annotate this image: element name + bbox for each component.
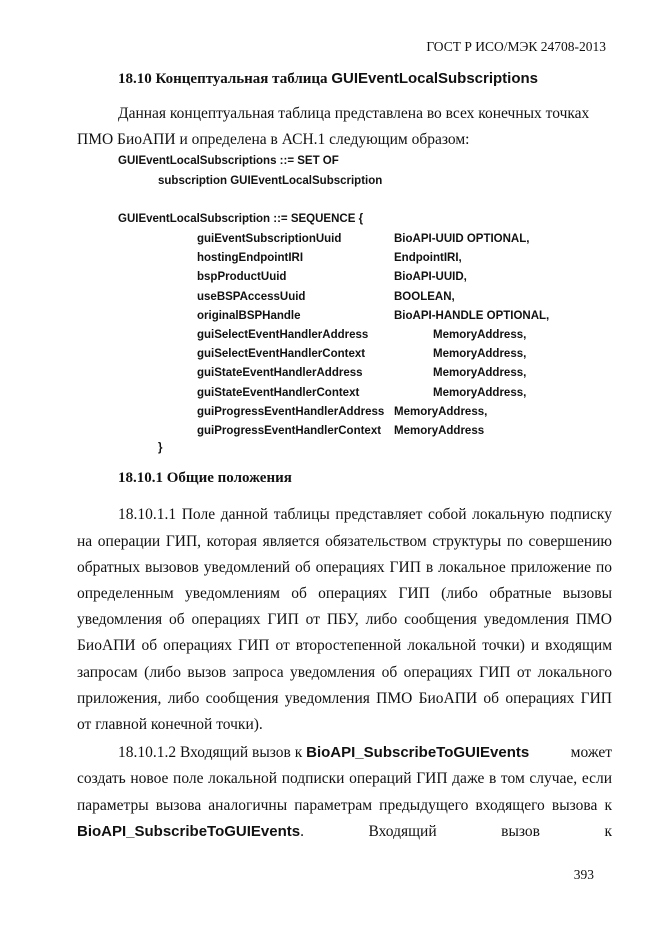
- para1-line-5: уведомления об операциях ГИП от ПБУ, либо сообщения уведомления ПМО: [77, 611, 612, 628]
- section-heading-text: 18.10 Концептуальная таблица: [118, 71, 332, 87]
- asn-field-row: [0, 291, 662, 310]
- asn-field-type: MemoryAddress,: [433, 329, 527, 341]
- subsection-heading: 18.10.1 Общие положения: [118, 470, 292, 486]
- function-name-code: BioAPI_SubscribeToGUIEvents: [306, 744, 530, 761]
- asn-field-row: [0, 406, 662, 425]
- asn-field-name: guiSelectEventHandlerContext: [197, 348, 366, 361]
- para2-line-2: создать новое поле локальной подписки операций ГИП даже в том случае, если: [77, 770, 612, 787]
- para2-line-1-end: может: [570, 744, 612, 761]
- asn-field-name: guiStateEventHandlerContext: [197, 386, 360, 399]
- asn-field-name: hostingEndpointIRI: [197, 252, 304, 265]
- section-heading: [118, 70, 538, 88]
- para2-line-1-text: 18.10.1.2 Входящий вызов к BioAPI_SubscribeToGUIEvents: [118, 744, 530, 761]
- para2-line-1: [118, 740, 612, 766]
- asn-field-row: [0, 233, 662, 252]
- asn-field-type: MemoryAddress,: [433, 348, 527, 361]
- asn-field-name: bspProductUuid: [197, 271, 287, 284]
- para1-line-1: 18.10.1.1 Поле данной таблицы представляет собой локальную подписку: [118, 506, 612, 523]
- para1-last-line: от главной конечной точки).: [77, 716, 263, 733]
- asn-field-row: [0, 329, 662, 348]
- para2-word-call: вызов: [501, 823, 540, 840]
- asn-sequence-declaration: GUIEventLocalSubscription ::= SEQUENCE {: [118, 213, 364, 225]
- para2-word-to: к: [604, 823, 612, 840]
- asn-field-name: guiSelectEventHandlerAddress: [197, 329, 369, 341]
- para2-line-4-code: BioAPI_SubscribeToGUIEvents.: [77, 823, 304, 840]
- para1-line-2: на операции ГИП, которая является обязательством структуры по совершению: [77, 533, 612, 550]
- intro-line-2: ПМО БиоАПИ и определена в АСН.1 следующим образом:: [77, 131, 470, 148]
- intro-line-1: Данная концептуальная таблица представлена во всех конечных точках: [118, 105, 590, 122]
- asn-field-type: BioAPI-UUID OPTIONAL,: [394, 233, 530, 245]
- section-heading-code: GUIEventLocalSubscriptions: [331, 70, 539, 87]
- para1-line-7: запросам (либо вызов запроса уведомления об операциях ГИП от локального: [77, 664, 612, 681]
- asn-field-name: guiProgressEventHandlerContext: [197, 425, 382, 437]
- para1-line-6: БиоАПИ об операциях ГИП от второстепенной локальной точки) и входящим: [77, 637, 612, 654]
- para1-line-4: определенным уведомлениям об операциях ГИП (либо обратные вызовы: [77, 585, 612, 602]
- asn-field-row: [0, 387, 662, 406]
- asn-field-name: useBSPAccessUuid: [197, 290, 306, 303]
- para2-word-incoming: Входящий: [368, 823, 437, 840]
- asn-field-name: originalBSPHandle: [197, 309, 301, 322]
- asn-field-row: [0, 425, 662, 444]
- document-header: ГОСТ Р ИСО/МЭК 24708-2013: [426, 39, 606, 54]
- asn-field-name: guiEventSubscriptionUuid: [197, 233, 342, 245]
- asn-field-type: MemoryAddress,: [433, 386, 527, 399]
- asn-field-type: MemoryAddress,: [433, 367, 527, 380]
- para1-line-8: приложения, либо сообщения уведомления ПМО БиоАПИ об операциях ГИП: [77, 690, 612, 707]
- asn-field-type: MemoryAddress: [394, 425, 485, 437]
- asn-field-row: [0, 348, 662, 367]
- asn-field-type: MemoryAddress,: [394, 405, 488, 418]
- asn-field-row: [0, 310, 662, 329]
- asn-field-name: guiStateEventHandlerAddress: [197, 367, 363, 380]
- para2-line-4: [77, 819, 612, 845]
- asn-field-type: EndpointIRI,: [394, 252, 462, 265]
- asn-set-item: subscription GUIEventLocalSubscription: [158, 175, 383, 187]
- asn-field-row: [0, 271, 662, 290]
- page-number: 393: [573, 867, 594, 882]
- asn-field-row: [0, 367, 662, 386]
- para1-line-3: обратных вызовов уведомлений об операциях ГИП в локальное приложение по: [77, 559, 612, 576]
- asn-field-type: BioAPI-UUID,: [394, 271, 467, 284]
- para2-line-3: параметры вызова аналогичны параметрам предыдущего входящего вызова к: [77, 797, 612, 814]
- asn-field-type: BOOLEAN,: [394, 290, 455, 303]
- asn-field-row: [0, 252, 662, 271]
- asn-field-type: BioAPI-HANDLE OPTIONAL,: [394, 309, 550, 322]
- asn-close-brace: }: [158, 442, 163, 454]
- asn-field-name: guiProgressEventHandlerAddress: [197, 405, 385, 418]
- asn-set-declaration: GUIEventLocalSubscriptions ::= SET OF: [118, 155, 339, 167]
